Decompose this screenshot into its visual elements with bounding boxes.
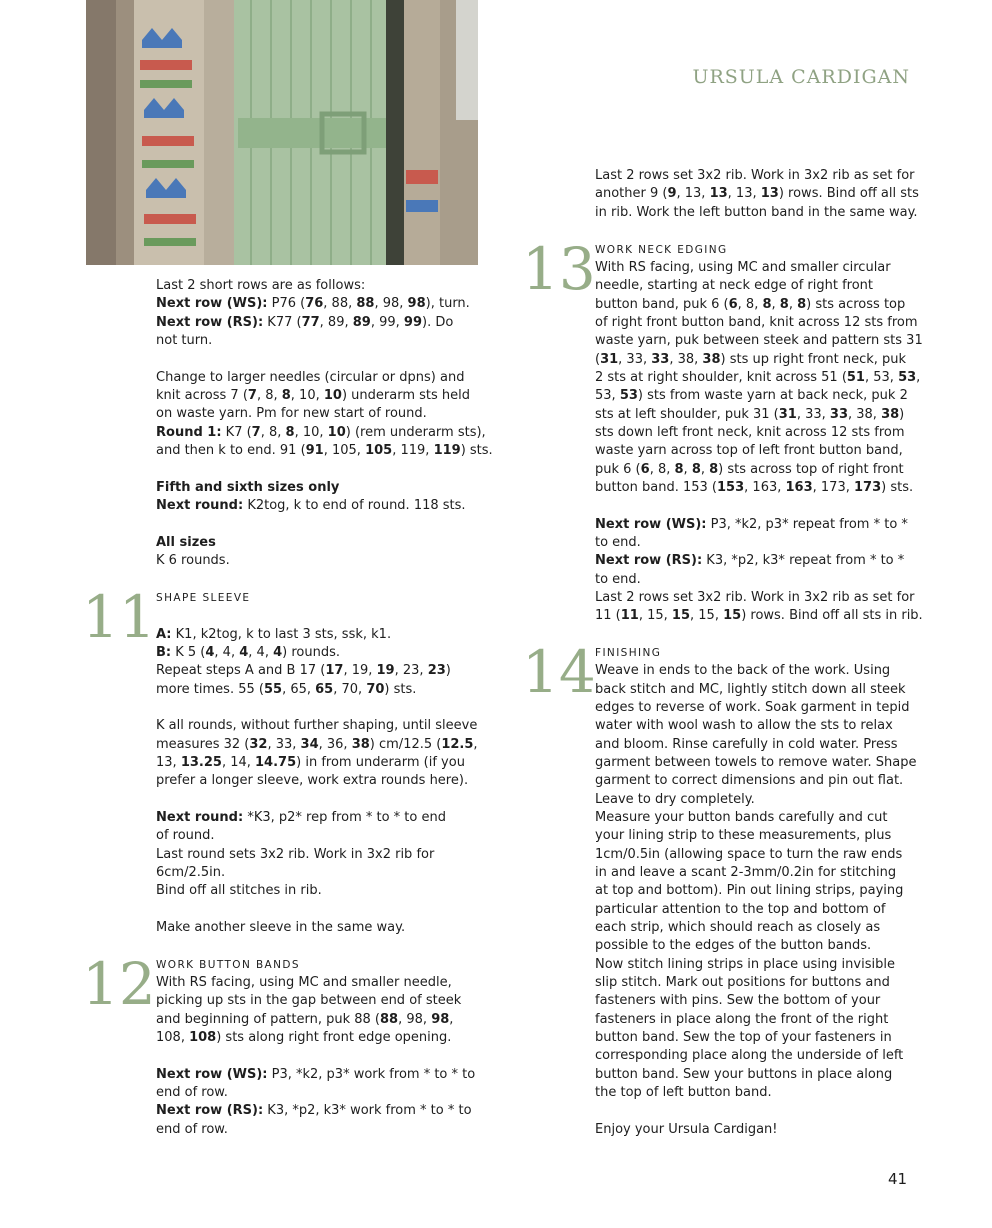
text-line: fasteners with pins. Sew the bottom of your — [595, 993, 881, 1008]
section-heading: WORK BUTTON BANDS — [156, 959, 300, 971]
text-line: button band. Sew the top of your fasteners in — [595, 1030, 892, 1045]
text-line: picking up sts in the gap between end of steek — [156, 993, 462, 1008]
text-line: With RS facing, using MC and smaller circular — [595, 260, 891, 275]
text-line: Last 2 rows set 3x2 rib. Work in 3x2 rib as set for — [595, 590, 915, 605]
text-line: slip stitch. Mark out positions for buttons and — [595, 975, 890, 990]
section-heading: SHAPE SLEEVE — [156, 592, 251, 604]
text-line: and beginning of pattern, puk 88 (88, 98, 98, — [156, 1012, 454, 1027]
text-line: back stitch and MC, lightly stitch down all steek — [595, 682, 906, 697]
text-line: Next row (RS): K3, *p2, k3* work from * to * to — [156, 1103, 472, 1118]
text-line: 108, 108) sts along right front edge opening. — [156, 1030, 452, 1045]
text-line: sts at left shoulder, puk 31 (31, 33, 33, 38, 38) — [595, 407, 905, 422]
text-line: Measure your button bands carefully and cut — [595, 810, 888, 825]
text-line: water with wool wash to allow the sts to relax — [595, 718, 893, 733]
text-line: another 9 (9, 13, 13, 13, 13) rows. Bind off all sts — [595, 186, 919, 201]
step-number-14: 14 — [522, 638, 596, 706]
text-line: your lining strip to these measurements, plus — [595, 828, 892, 843]
text-line: not turn. — [156, 333, 213, 348]
text-line: Make another sleeve in the same way. — [156, 920, 406, 935]
text-line: waste yarn, puk between steek and pattern sts 31 — [595, 333, 923, 348]
text-line: 6cm/2.5in. — [156, 865, 226, 880]
text-line: Change to larger needles (circular or dpns) and — [156, 370, 465, 385]
text-line: 53, 53) sts from waste yarn at back neck, puk 2 — [595, 388, 908, 403]
text-line: 2 sts at right shoulder, knit across 51 (51, 53, 53, — [595, 370, 921, 385]
text-line: and bloom. Rinse carefully in cold water. Press — [595, 737, 898, 752]
text-line: Next row (WS): P3, *k2, p3* work from * to * to — [156, 1067, 476, 1082]
text-line: at top and bottom). Pin out lining strips, paying — [595, 883, 904, 898]
text-line: to end. — [595, 535, 641, 550]
text-line: of round. — [156, 828, 215, 843]
text-line: and then k to end. 91 (91, 105, 105, 119, 119) sts. — [156, 443, 493, 458]
text-line: A: K1, k2tog, k to last 3 sts, ssk, k1. — [156, 627, 392, 642]
section-heading: WORK NECK EDGING — [595, 244, 728, 256]
text-line: edges to reverse of work. Soak garment in tepid — [595, 700, 910, 715]
text-line: Next row (RS): K77 (77, 89, 89, 99, 99). Do — [156, 315, 454, 330]
step-number-13: 13 — [522, 235, 596, 303]
text-line: in and leave a scant 2-3mm/0.2in for stitching — [595, 865, 897, 880]
text-line: button band. Sew your buttons in place along — [595, 1067, 893, 1082]
text-line: Fifth and sixth sizes only — [156, 480, 340, 495]
text-line: prefer a longer sleeve, work extra rounds here). — [156, 773, 469, 788]
text-line: Repeat steps A and B 17 (17, 19, 19, 23, 23) — [156, 663, 451, 678]
text-line: With RS facing, using MC and smaller needle, — [156, 975, 452, 990]
step-number-12: 12 — [82, 950, 156, 1018]
section-heading: FINISHING — [595, 647, 662, 659]
page-title: URSULA CARDIGAN — [692, 66, 910, 88]
page-number: 41 — [888, 1170, 908, 1188]
text-line: K 6 rounds. — [156, 553, 230, 568]
text-line: (31, 33, 33, 38, 38) sts up right front neck, puk — [595, 352, 907, 367]
text-line: Next row (WS): P3, *k2, p3* repeat from * to * — [595, 517, 908, 532]
text-line: Next row (RS): K3, *p2, k3* repeat from * to * — [595, 553, 905, 568]
text-line: 11 (11, 15, 15, 15, 15) rows. Bind off all sts in rib. — [595, 608, 923, 623]
text-line: particular attention to the top and bottom of — [595, 902, 886, 917]
text-line: Leave to dry completely. — [595, 792, 755, 807]
text-line: garment to correct dimensions and pin out flat. — [595, 773, 904, 788]
cardigan-photo — [86, 0, 478, 265]
text-line: corresponding place along the underside of left — [595, 1048, 904, 1063]
text-line: button band. 153 (153, 163, 163, 173, 173) sts. — [595, 480, 914, 495]
step-number-11: 11 — [82, 583, 156, 651]
text-line: Last 2 rows set 3x2 rib. Work in 3x2 rib as set for — [595, 168, 915, 183]
text-line: the top of left button band. — [595, 1085, 772, 1100]
text-line: Now stitch lining strips in place using invisible — [595, 957, 895, 972]
text-line: fasteners in place along the front of the right — [595, 1012, 889, 1027]
text-line: garment between towels to remove water. Shape — [595, 755, 917, 770]
text-line: Last round sets 3x2 rib. Work in 3x2 rib for — [156, 847, 435, 862]
text-line: end of row. — [156, 1085, 228, 1100]
text-line: end of row. — [156, 1122, 228, 1137]
text-line: measures 32 (32, 33, 34, 36, 38) cm/12.5 (12.5, — [156, 737, 478, 752]
text-line: Next round: *K3, p2* rep from * to * to end — [156, 810, 446, 825]
text-line: of right front button band, knit across 12 sts from — [595, 315, 918, 330]
text-line: B: K 5 (4, 4, 4, 4, 4) rounds. — [156, 645, 340, 660]
text-line: on waste yarn. Pm for new start of round. — [156, 406, 427, 421]
text-line: needle, starting at neck edge of right front — [595, 278, 874, 293]
text-line: each strip, which should reach as closely as — [595, 920, 881, 935]
text-line: 1cm/0.5in (allowing space to turn the raw ends — [595, 847, 903, 862]
text-line: K all rounds, without further shaping, until sleeve — [156, 718, 478, 733]
text-line: puk 6 (6, 8, 8, 8, 8) sts across top of right front — [595, 462, 904, 477]
text-line: waste yarn across top of left front button band, — [595, 443, 903, 458]
text-line: knit across 7 (7, 8, 8, 10, 10) underarm sts held — [156, 388, 471, 403]
text-line: more times. 55 (55, 65, 65, 70, 70) sts. — [156, 682, 417, 697]
text-line: 13, 13.25, 14, 14.75) in from underarm (if you — [156, 755, 465, 770]
text-line: Last 2 short rows are as follows: — [156, 278, 366, 293]
text-line: button band, puk 6 (6, 8, 8, 8, 8) sts across top — [595, 297, 906, 312]
text-line: Enjoy your Ursula Cardigan! — [595, 1122, 778, 1137]
text-line: All sizes — [156, 535, 216, 550]
text-line: in rib. Work the left button band in the same way. — [595, 205, 918, 220]
text-line: Round 1: K7 (7, 8, 8, 10, 10) (rem underarm sts), — [156, 425, 486, 440]
text-line: Bind off all stitches in rib. — [156, 883, 322, 898]
text-line: possible to the edges of the button bands. — [595, 938, 872, 953]
text-line: Next row (WS): P76 (76, 88, 88, 98, 98), turn. — [156, 296, 470, 311]
text-line: Next round: K2tog, k to end of round. 118 sts. — [156, 498, 466, 513]
text-line: sts down left front neck, knit across 12 sts from — [595, 425, 905, 440]
text-line: to end. — [595, 572, 641, 587]
text-line: Weave in ends to the back of the work. Using — [595, 663, 891, 678]
